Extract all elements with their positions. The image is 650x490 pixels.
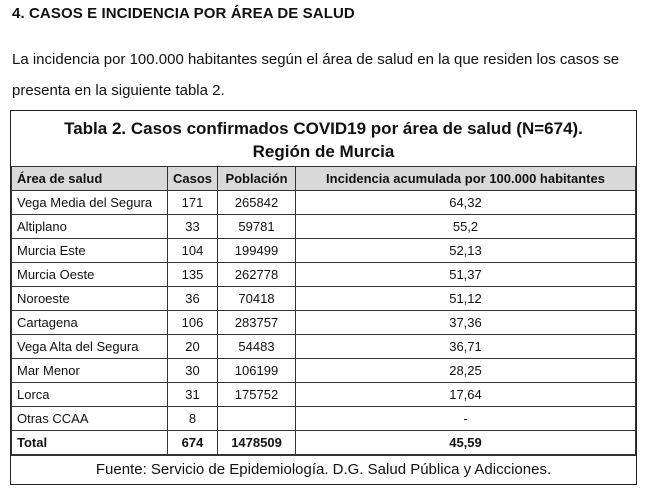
cell-casos: 33: [168, 215, 218, 239]
table-row: [12, 335, 636, 359]
cell-poblacion: 265842: [218, 191, 296, 215]
caption-line-2: Región de Murcia: [252, 142, 395, 161]
cell-casos: 135: [168, 263, 218, 287]
intro-paragraph: La incidencia por 100.000 habitantes según el área de salud en la que residen los casos se presenta en la siguiente tabla 2.: [12, 51, 620, 99]
cases-table: [11, 166, 636, 455]
table-2: [10, 110, 637, 485]
cell-poblacion: 283757: [218, 311, 296, 335]
cell-casos: 31: [168, 383, 218, 407]
cell-incidencia: 52,13: [296, 239, 636, 263]
table-source: Fuente: Servicio de Epidemiología. D.G. Salud Pública y Adicciones.: [11, 455, 636, 484]
table-body: [12, 191, 636, 455]
cell-incidencia: 28,25: [296, 359, 636, 383]
cell-casos: 104: [168, 239, 218, 263]
table-row: [12, 191, 636, 215]
col-header-casos: Casos: [168, 167, 218, 191]
cell-incidencia: 55,2: [296, 215, 636, 239]
cell-casos: 36: [168, 287, 218, 311]
table-row: [12, 239, 636, 263]
section-heading: 4. CASOS E INCIDENCIA POR ÁREA DE SALUD: [12, 5, 355, 22]
table-row: [12, 287, 636, 311]
cell-poblacion: 54483: [218, 335, 296, 359]
table-row: [12, 263, 636, 287]
cell-casos: 30: [168, 359, 218, 383]
cell-casos: 106: [168, 311, 218, 335]
table-row: [12, 359, 636, 383]
col-header-poblacion: Población: [218, 167, 296, 191]
caption-line-1: Tabla 2. Casos confirmados COVID19 por área de salud (N=674).: [64, 119, 583, 138]
cell-poblacion: 199499: [218, 239, 296, 263]
cell-poblacion: 106199: [218, 359, 296, 383]
cell-incidencia: 45,59: [296, 431, 636, 455]
cell-area: Cartagena: [12, 311, 168, 335]
cell-area: Total: [12, 431, 168, 455]
table-row: [12, 407, 636, 431]
col-header-area: Área de salud: [12, 167, 168, 191]
cell-area: Vega Alta del Segura: [12, 335, 168, 359]
cell-casos: 171: [168, 191, 218, 215]
table-total-row: [12, 431, 636, 455]
cell-incidencia: 64,32: [296, 191, 636, 215]
cell-poblacion: 262778: [218, 263, 296, 287]
cell-poblacion: 175752: [218, 383, 296, 407]
cell-incidencia: 36,71: [296, 335, 636, 359]
cell-area: Noroeste: [12, 287, 168, 311]
cell-incidencia: 37,36: [296, 311, 636, 335]
cell-incidencia: -: [296, 407, 636, 431]
cell-area: Altiplano: [12, 215, 168, 239]
cell-area: Mar Menor: [12, 359, 168, 383]
cell-poblacion: 59781: [218, 215, 296, 239]
cell-area: Lorca: [12, 383, 168, 407]
cell-casos: 8: [168, 407, 218, 431]
cell-incidencia: 17,64: [296, 383, 636, 407]
cell-casos: 674: [168, 431, 218, 455]
cell-casos: 20: [168, 335, 218, 359]
cell-area: Otras CCAA: [12, 407, 168, 431]
cell-incidencia: 51,12: [296, 287, 636, 311]
cell-area: Murcia Oeste: [12, 263, 168, 287]
cell-area: Vega Media del Segura: [12, 191, 168, 215]
table-header-row: [12, 167, 636, 191]
cell-poblacion: [218, 407, 296, 431]
table-row: [12, 311, 636, 335]
table-row: [12, 383, 636, 407]
cell-poblacion: 70418: [218, 287, 296, 311]
cell-poblacion: 1478509: [218, 431, 296, 455]
cell-area: Murcia Este: [12, 239, 168, 263]
col-header-incidencia: Incidencia acumulada por 100.000 habitantes: [296, 167, 636, 191]
table-row: [12, 215, 636, 239]
cell-incidencia: 51,37: [296, 263, 636, 287]
table-caption: [11, 111, 636, 166]
